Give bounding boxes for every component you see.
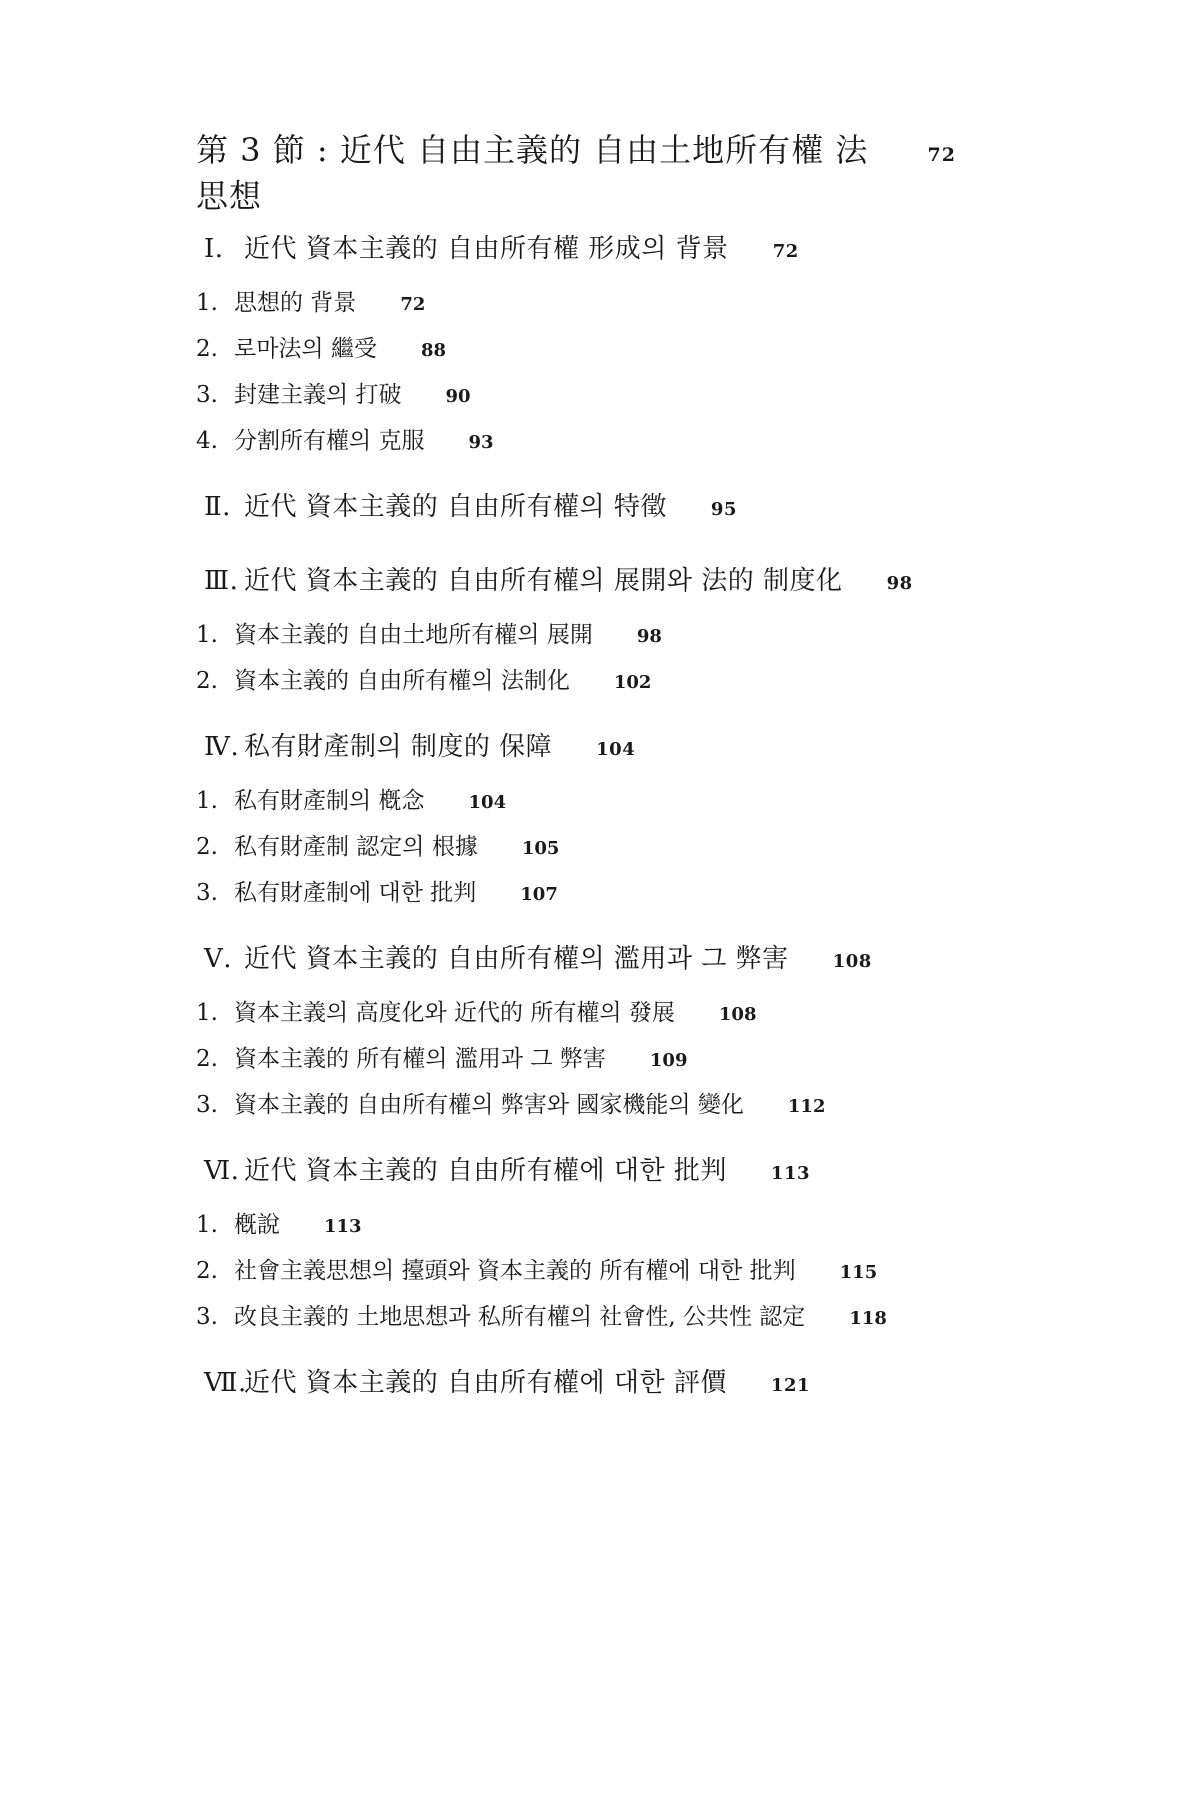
toc-item: [196, 1040, 996, 1086]
item-number: 3.: [196, 880, 218, 906]
section-title: 近代 資本主義的 自由所有權의 特徵: [244, 492, 667, 522]
item-title: 思想的 背景: [234, 290, 357, 316]
section-title: 近代 資本主義的 自由所有權 形成의 背景: [244, 234, 729, 264]
toc-section: [196, 1362, 996, 1418]
toc-section-heading: [196, 228, 996, 284]
toc-section: [196, 486, 996, 542]
toc-item: [196, 1252, 996, 1298]
item-page-number: 90: [445, 386, 471, 407]
item-page-number: 112: [787, 1096, 826, 1117]
section-page-number: 98: [886, 573, 913, 594]
table-of-contents: [196, 228, 996, 1436]
section-page-number: 72: [772, 241, 799, 262]
item-title: 資本主義的 自由土地所有權의 展開: [234, 622, 593, 648]
item-number: 2.: [196, 668, 218, 694]
section-numeral: Ⅰ.: [204, 234, 224, 264]
item-title: 社會主義思想의 擡頭와 資本主義的 所有權에 대한 批判: [234, 1258, 796, 1284]
item-number: 1.: [196, 788, 218, 814]
item-page-number: 72: [400, 294, 426, 315]
item-title: 資本主義的 自由所有權의 法制化: [234, 668, 570, 694]
item-page-number: 93: [468, 432, 494, 453]
toc-section: [196, 726, 996, 920]
item-number: 3.: [196, 1304, 218, 1330]
toc-item: [196, 284, 996, 330]
section-title: 私有財產制의 制度的 保障: [244, 732, 553, 762]
toc-item: [196, 1298, 996, 1344]
item-page-number: 98: [636, 626, 662, 647]
toc-item: [196, 662, 996, 708]
section-numeral: Ⅱ.: [204, 492, 231, 522]
item-page-number: 115: [839, 1262, 878, 1283]
section-numeral: Ⅴ.: [204, 944, 233, 974]
item-page-number: 118: [849, 1308, 887, 1329]
section-numeral: Ⅳ.: [204, 732, 240, 762]
chapter-heading-page: 72: [927, 144, 956, 166]
chapter-heading-text: 第 3 節 : 近代 自由主義的 自由土地所有權 法思想: [196, 131, 869, 215]
item-title: 로마法의 繼受: [234, 336, 377, 362]
toc-item: [196, 616, 996, 662]
item-title: 資本主義의 高度化와 近代的 所有權의 發展: [234, 1000, 675, 1026]
chapter-heading: [196, 125, 956, 217]
item-number: 2.: [196, 1258, 218, 1284]
toc-item: [196, 828, 996, 874]
section-page-number: 95: [710, 499, 737, 520]
item-page-number: 105: [521, 838, 560, 859]
section-title: 近代 資本主義的 自由所有權에 대한 評價: [244, 1368, 727, 1398]
toc-item: [196, 874, 996, 920]
item-page-number: 108: [718, 1004, 757, 1025]
item-title: 改良主義的 土地思想과 私所有權의 社會性, 公共性 認定: [234, 1304, 806, 1330]
section-page-number: 113: [770, 1163, 810, 1184]
item-title: 私有財產制에 대한 批判: [234, 880, 477, 906]
toc-section-heading: [196, 486, 996, 542]
toc-section-heading: [196, 1362, 996, 1418]
item-title: 封建主義의 打破: [234, 382, 402, 408]
item-number: 3.: [196, 382, 218, 408]
item-title: 資本主義的 所有權의 濫用과 그 弊害: [234, 1046, 606, 1072]
toc-section: [196, 560, 996, 708]
toc-section: [196, 1150, 996, 1344]
item-page-number: 88: [420, 340, 447, 361]
item-number: 4.: [196, 428, 218, 454]
section-page-number: 121: [770, 1375, 810, 1396]
item-page-number: 107: [520, 884, 558, 905]
item-title: 資本主義的 自由所有權의 弊害와 國家機能의 變化: [234, 1092, 744, 1118]
toc-item: [196, 1086, 996, 1132]
toc-section-heading: [196, 938, 996, 994]
item-title: 私有財產制의 槪念: [234, 788, 425, 814]
item-number: 2.: [196, 336, 218, 362]
section-numeral: Ⅵ.: [204, 1156, 240, 1186]
toc-item: [196, 782, 996, 828]
item-number: 1.: [196, 290, 218, 316]
item-title: 槪說: [234, 1212, 280, 1238]
section-numeral: Ⅶ.: [204, 1368, 247, 1398]
toc-section-heading: [196, 1150, 996, 1206]
item-title: 分割所有權의 克服: [234, 428, 425, 454]
toc-item: [196, 330, 996, 376]
section-numeral: Ⅲ.: [204, 566, 239, 596]
item-number: 2.: [196, 834, 218, 860]
section-page-number: 104: [596, 739, 636, 760]
section-title: 近代 資本主義的 自由所有權의 濫用과 그 弊害: [244, 944, 789, 974]
item-number: 3.: [196, 1092, 218, 1118]
toc-section-heading: [196, 560, 996, 616]
toc-section-heading: [196, 726, 996, 782]
section-title: 近代 資本主義的 自由所有權에 대한 批判: [244, 1156, 727, 1186]
item-page-number: 109: [649, 1050, 688, 1071]
toc-section: [196, 228, 996, 468]
toc-item: [196, 422, 996, 468]
item-page-number: 113: [324, 1216, 362, 1237]
item-title: 私有財產制 認定의 根據: [234, 834, 478, 860]
toc-item: [196, 376, 996, 422]
item-number: 1.: [196, 1212, 218, 1238]
toc-item: [196, 1206, 996, 1252]
item-number: 1.: [196, 1000, 218, 1026]
item-number: 1.: [196, 622, 218, 648]
item-number: 2.: [196, 1046, 218, 1072]
section-page-number: 108: [832, 951, 872, 972]
item-page-number: 102: [613, 672, 652, 693]
toc-item: [196, 994, 996, 1040]
section-title: 近代 資本主義的 自由所有權의 展開와 法的 制度化: [244, 566, 843, 596]
item-page-number: 104: [468, 792, 507, 813]
toc-section: [196, 938, 996, 1132]
